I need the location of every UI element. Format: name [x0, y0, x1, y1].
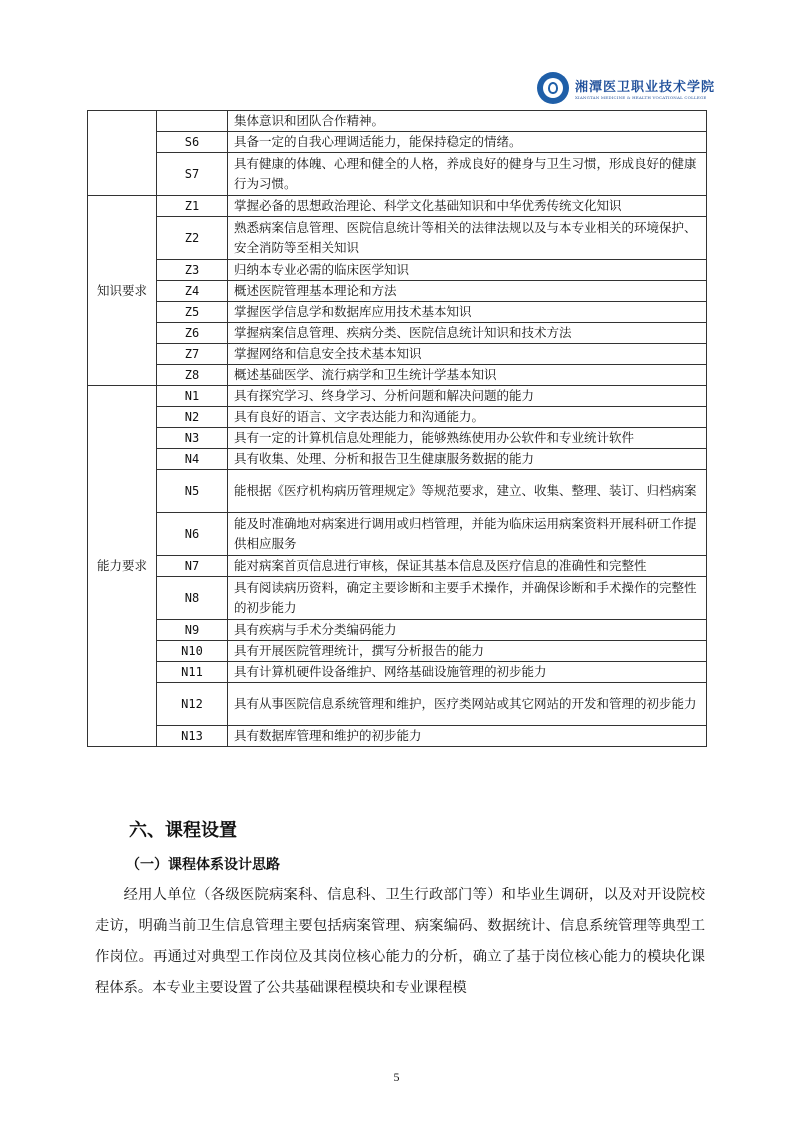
description-cell: 归纳本专业必需的临床医学知识 — [228, 260, 707, 281]
category-cell: 能力要求 — [88, 386, 157, 747]
code-cell: N5 — [157, 470, 228, 513]
description-cell: 能及时准确地对病案进行调用或归档管理，并能为临床运用病案资料开展科研工作提供相应服务 — [228, 513, 707, 556]
code-cell: N8 — [157, 577, 228, 620]
table-row — [88, 365, 707, 386]
college-logo — [537, 70, 737, 106]
description-cell: 具有数据库管理和维护的初步能力 — [228, 726, 707, 747]
code-cell: N13 — [157, 726, 228, 747]
logo-text — [575, 76, 715, 100]
code-cell: N12 — [157, 683, 228, 726]
table-row — [88, 260, 707, 281]
code-cell: N1 — [157, 386, 228, 407]
description-cell: 概述医院管理基本理论和方法 — [228, 281, 707, 302]
table-row — [88, 428, 707, 449]
table-row — [88, 449, 707, 470]
description-cell: 具有从事医院信息系统管理和维护，医疗类网站或其它网站的开发和管理的初步能力 — [228, 683, 707, 726]
table-row — [88, 470, 707, 513]
code-cell: Z1 — [157, 196, 228, 217]
description-cell: 具有计算机硬件设备维护、网络基础设施管理的初步能力 — [228, 662, 707, 683]
code-cell: S7 — [157, 153, 228, 196]
code-cell: Z5 — [157, 302, 228, 323]
table-row — [88, 641, 707, 662]
description-cell: 能对病案首页信息进行审核，保证其基本信息及医疗信息的准确性和完整性 — [228, 556, 707, 577]
code-cell: Z3 — [157, 260, 228, 281]
description-cell: 熟悉病案信息管理、医院信息统计等相关的法律法规以及与本专业相关的环境保护、安全消防等至相关知识 — [228, 217, 707, 260]
table-row — [88, 196, 707, 217]
description-cell: 集体意识和团队合作精神。 — [228, 111, 707, 132]
logo-chinese-name: 湘潭医卫职业技术学院 — [575, 80, 716, 95]
description-cell: 掌握病案信息管理、疾病分类、医院信息统计知识和技术方法 — [228, 323, 707, 344]
description-cell: 具备一定的自我心理调适能力，能保持稳定的情绪。 — [228, 132, 707, 153]
code-cell — [157, 111, 228, 132]
description-cell: 能根据《医疗机构病历管理规定》等规范要求，建立、收集、整理、装订、归档病案 — [228, 470, 707, 513]
section-heading: 六、课程设置 — [129, 820, 237, 841]
description-cell: 概述基础医学、流行病学和卫生统计学基本知识 — [228, 365, 707, 386]
code-cell: N10 — [157, 641, 228, 662]
table-row — [88, 386, 707, 407]
description-cell: 具有收集、处理、分析和报告卫生健康服务数据的能力 — [228, 449, 707, 470]
code-cell: N3 — [157, 428, 228, 449]
description-cell: 掌握必备的思想政治理论、科学文化基础知识和中华优秀传统文化知识 — [228, 196, 707, 217]
code-cell: Z8 — [157, 365, 228, 386]
description-cell: 具有良好的语言、文字表达能力和沟通能力。 — [228, 407, 707, 428]
code-cell: S6 — [157, 132, 228, 153]
code-cell: Z2 — [157, 217, 228, 260]
requirements-table — [87, 110, 707, 747]
code-cell: N2 — [157, 407, 228, 428]
table-row — [88, 132, 707, 153]
table-row — [88, 344, 707, 365]
table-row — [88, 556, 707, 577]
body-paragraph: 经用人单位（各级医院病案科、信息科、卫生行政部门等）和毕业生调研，以及对开设院校走访，明确当前卫生信息管理主要包括病案管理、病案编码、数据统计、信息系统管理等典型工作岗位。再通过对典型工作岗位及其岗位核心能力的分析，确立了基于岗位核心能力的模块化课程体系。本专业主要设置了公共基础课程模块和专业课程模 — [95, 887, 705, 996]
code-cell: N6 — [157, 513, 228, 556]
table-row — [88, 513, 707, 556]
code-cell: Z4 — [157, 281, 228, 302]
college-emblem-icon — [537, 72, 569, 104]
code-cell: Z7 — [157, 344, 228, 365]
code-cell: N11 — [157, 662, 228, 683]
table-row — [88, 620, 707, 641]
table-row — [88, 302, 707, 323]
category-cell: 知识要求 — [88, 196, 157, 386]
logo-english-name: XIANGTAN MEDICINE & HEALTH VOCATIONAL COLLEGE — [575, 95, 707, 100]
table-row — [88, 111, 707, 132]
description-cell: 具有阅读病历资料，确定主要诊断和主要手术操作，并确保诊断和手术操作的完整性的初步能力 — [228, 577, 707, 620]
table-row — [88, 407, 707, 428]
description-cell: 具有疾病与手术分类编码能力 — [228, 620, 707, 641]
subsection-heading: （一）课程体系设计思路 — [126, 857, 280, 873]
page-number: 5 — [393, 1070, 400, 1084]
table-row — [88, 726, 707, 747]
code-cell: N7 — [157, 556, 228, 577]
description-cell: 具有一定的计算机信息处理能力，能够熟练使用办公软件和专业统计软件 — [228, 428, 707, 449]
code-cell: N4 — [157, 449, 228, 470]
code-cell: Z6 — [157, 323, 228, 344]
table-row — [88, 323, 707, 344]
table-row — [88, 662, 707, 683]
description-cell: 具有健康的体魄、心理和健全的人格，养成良好的健身与卫生习惯，形成良好的健康行为习惯。 — [228, 153, 707, 196]
description-cell: 具有开展医院管理统计，撰写分析报告的能力 — [228, 641, 707, 662]
table-row — [88, 217, 707, 260]
table-row — [88, 577, 707, 620]
table-row — [88, 281, 707, 302]
description-cell: 掌握医学信息学和数据库应用技术基本知识 — [228, 302, 707, 323]
description-cell: 具有探究学习、终身学习、分析问题和解决问题的能力 — [228, 386, 707, 407]
table-row — [88, 153, 707, 196]
code-cell: N9 — [157, 620, 228, 641]
table-row — [88, 683, 707, 726]
description-cell: 掌握网络和信息安全技术基本知识 — [228, 344, 707, 365]
category-cell — [88, 111, 157, 196]
